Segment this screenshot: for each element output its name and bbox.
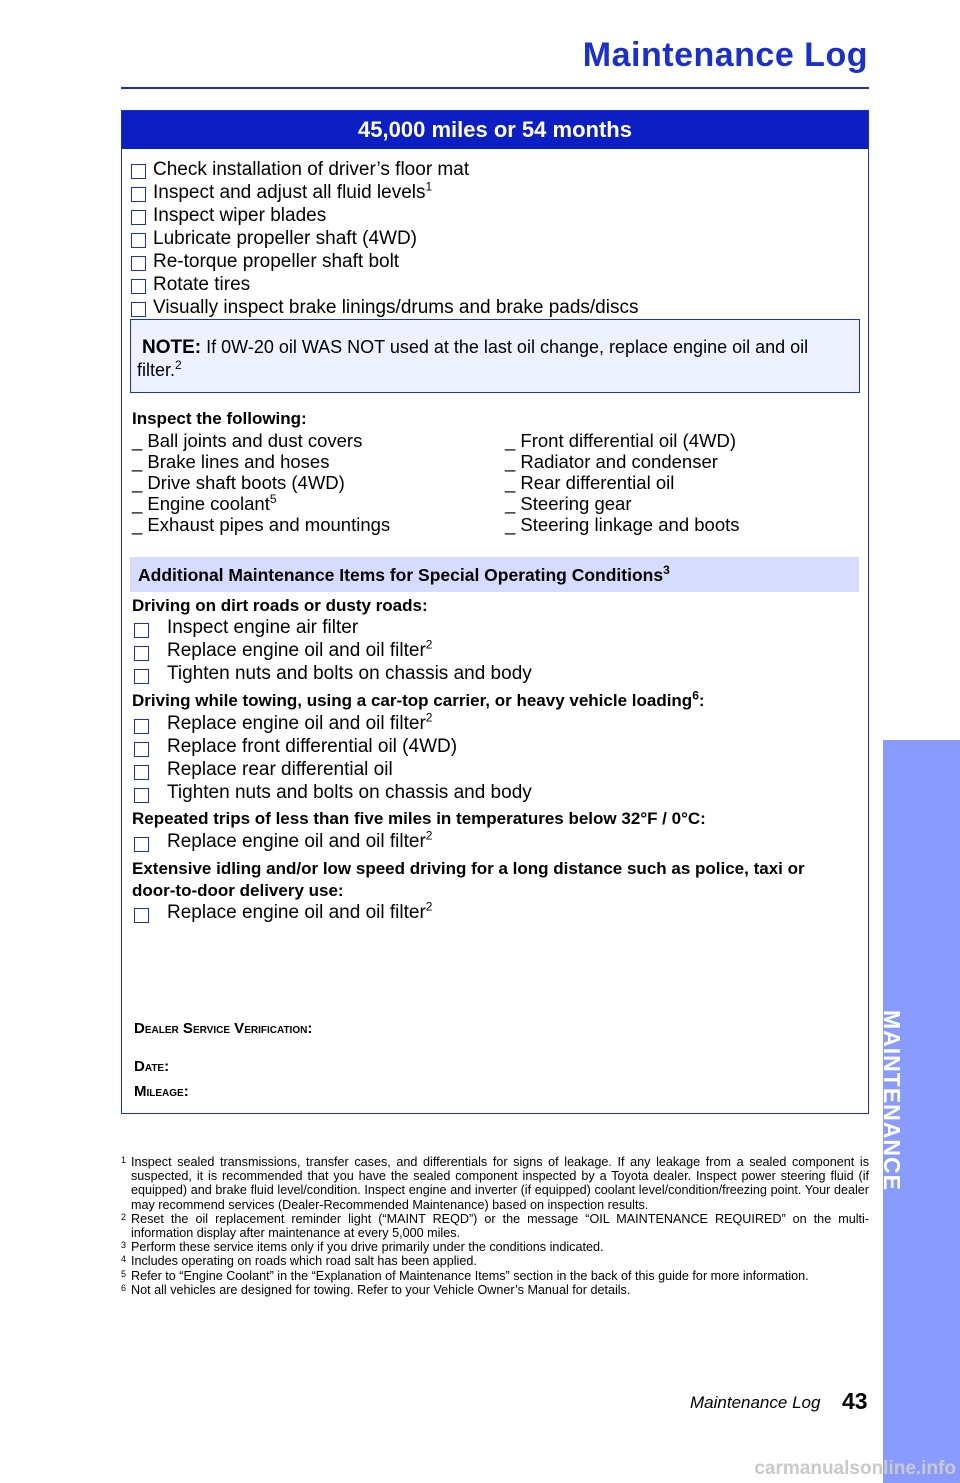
- inspect-item: _ Engine coolant$^5$: [132, 491, 277, 514]
- condition-item: Tighten nuts and bolts on chassis and body: [167, 663, 532, 684]
- box-header: 45,000 miles or 54 months: [122, 111, 868, 149]
- condition-item: Replace front differential oil (4WD): [167, 736, 458, 757]
- footnote: 3 Perform these service items only if you drive primarily under the conditions indicated.: [121, 1240, 604, 1255]
- footnote: 4 Includes operating on roads which road salt has been applied.: [121, 1254, 477, 1269]
- checklist-item: Re-torque propeller shaft bolt: [153, 251, 400, 272]
- inspect-item: _ Ball joints and dust covers: [132, 430, 363, 451]
- page-number: 43: [842, 1388, 868, 1414]
- idling-heading-line2: door-to-door delivery use:: [132, 881, 344, 900]
- short-trips-heading: Repeated trips of less than five miles in temperatures below 32°F / 0°C:: [132, 809, 706, 828]
- condition-item: Tighten nuts and bolts on chassis and body: [167, 782, 532, 803]
- additional-maintenance-title: Additional Maintenance Items for Special Operating Conditions$^3$: [138, 563, 670, 585]
- checkbox[interactable]: [134, 788, 149, 803]
- condition-item: Replace rear differential oil: [167, 759, 393, 780]
- inspect-item: _ Radiator and condenser: [505, 451, 718, 472]
- checklist-item: Lubricate propeller shaft (4WD): [153, 228, 417, 249]
- checkbox[interactable]: [131, 210, 146, 225]
- note-text: NOTE: If 0W-20 oil WAS NOT used at the last oil change, replace engine oil and oil filter.$^2$: [137, 337, 809, 380]
- footnote: 1 Inspect sealed transmissions, transfer cases, and differentials for signs of leakage. If any leakage from a sealed component is suspected, it is recommended that you have the sealed component inspected by a Toyota dealer. Inspect power steering fluid (if equipped) and brake fluid level/condition. Inspect engine and inverter (if equipped) coolant level/condition/freezing point. Your dealer may recommend services (Dealer-Recommended Maintenance) based on inspection results.: [121, 1155, 869, 1212]
- inspect-heading: Inspect the following:: [132, 409, 307, 428]
- checkbox[interactable]: [134, 908, 149, 923]
- checklist-item: Inspect and adjust all fluid levels$^1$: [153, 179, 433, 203]
- checkbox[interactable]: [131, 279, 146, 294]
- checkbox[interactable]: [134, 742, 149, 757]
- checklist-item: Check installation of driver’s floor mat: [153, 159, 470, 180]
- footnotes: [121, 1155, 869, 1297]
- idling-heading-line1: Extensive idling and/or low speed driving for a long distance such as police, taxi or: [132, 859, 805, 878]
- note-label: NOTE:: [142, 337, 202, 358]
- checkbox[interactable]: [134, 765, 149, 780]
- additional-maintenance-bar: [130, 557, 859, 592]
- page-title: Maintenance Log: [582, 36, 868, 74]
- checkbox[interactable]: [134, 719, 149, 734]
- note-box: [130, 319, 860, 393]
- footnote: 2 Reset the oil replacement reminder light (“MAINT REQD”) or the message “OIL MAINTENANCE REQUIRED” on the multi-information display after maintenance at every 5,000 miles.: [121, 1211, 869, 1241]
- checkbox[interactable]: [134, 669, 149, 684]
- condition-item: Replace engine oil and oil filter$^2$: [167, 637, 433, 661]
- checkbox[interactable]: [131, 164, 146, 179]
- inspect-item: _ Brake lines and hoses: [132, 451, 330, 472]
- date-label: DATE:: [134, 1058, 170, 1075]
- checklist-item: Inspect wiper blades: [153, 205, 327, 226]
- inspect-item: _ Steering linkage and boots: [505, 514, 740, 535]
- inspect-item: _ Drive shaft boots (4WD): [132, 472, 345, 493]
- inspect-item: _ Exhaust pipes and mountings: [132, 514, 391, 535]
- checkbox[interactable]: [131, 187, 146, 202]
- inspect-item: _ Rear differential oil: [505, 472, 675, 493]
- condition-item: Inspect engine air filter: [167, 617, 359, 638]
- checkbox[interactable]: [131, 302, 146, 317]
- footer-section-label: Maintenance Log: [690, 1393, 821, 1412]
- mileage-label: MILEAGE:: [134, 1083, 189, 1100]
- checkbox[interactable]: [134, 837, 149, 852]
- condition-item: Replace engine oil and oil filter$^2$: [167, 899, 433, 923]
- checkbox[interactable]: [131, 256, 146, 271]
- dealer-service-verification-label: DEALER SERVICE VERIFICATION:: [134, 1020, 313, 1037]
- condition-item: Replace engine oil and oil filter$^2$: [167, 828, 433, 852]
- inspect-item: _ Steering gear: [505, 493, 632, 514]
- condition-item: Replace engine oil and oil filter$^2$: [167, 710, 433, 734]
- footnote: 6 Not all vehicles are designed for towing. Refer to your Vehicle Owner’s Manual for details.: [121, 1282, 631, 1297]
- checkbox[interactable]: [131, 233, 146, 248]
- inspect-item: _ Front differential oil (4WD): [505, 430, 736, 451]
- title-divider: [121, 87, 869, 89]
- section-tab-label: MAINTENANCE: [879, 1010, 905, 1191]
- watermark: carmanualsonline.info: [754, 1458, 956, 1479]
- dirt-roads-heading: Driving on dirt roads or dusty roads:: [132, 596, 428, 615]
- towing-heading: Driving while towing, using a car-top carrier, or heavy vehicle loading$^6$:: [132, 688, 705, 710]
- checklist-item: Visually inspect brake linings/drums and brake pads/discs: [153, 297, 639, 318]
- checkbox[interactable]: [134, 623, 149, 638]
- maintenance-box: [121, 110, 869, 1114]
- checkbox[interactable]: [134, 646, 149, 661]
- checklist-item: Rotate tires: [153, 274, 251, 295]
- footnote: 5 Refer to “Engine Coolant” in the “Explanation of Maintenance Items” section in the back of this guide for more information.: [121, 1268, 809, 1283]
